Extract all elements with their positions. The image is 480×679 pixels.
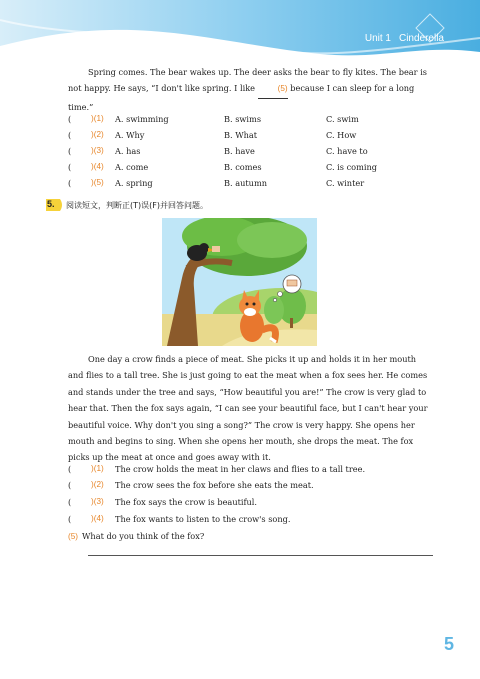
- passage-text-2: because I can sleep for a long time.”: [68, 83, 415, 112]
- answer-paren[interactable]: (: [68, 514, 72, 524]
- header-banner: [0, 0, 480, 62]
- option-a: A. come: [115, 162, 149, 172]
- crow-and-fox-illustration: [162, 218, 317, 346]
- unit-label: [365, 33, 444, 44]
- option-c: C. is coming: [326, 162, 378, 172]
- option-c: C. have to: [326, 146, 368, 156]
- choice-row: [68, 146, 434, 160]
- tf-row: [68, 514, 438, 528]
- statement-text: The crow holds the meat in her claws and flies to a tall tree.: [115, 464, 366, 474]
- answer-paren[interactable]: (: [68, 480, 72, 490]
- question-number: )(1): [91, 114, 104, 123]
- choice-row: [68, 178, 434, 192]
- option-a: A. swimming: [115, 114, 169, 124]
- question-number: )(3): [91, 146, 104, 155]
- option-a: A. Why: [115, 130, 145, 140]
- unit-title: Cinderella: [398, 33, 444, 44]
- passage-spring: [68, 64, 434, 115]
- choice-row: [68, 162, 434, 176]
- open-question: [68, 531, 204, 541]
- section-instruction: 阅读短文，判断正(T)误(F)并回答问题。: [66, 201, 208, 210]
- tf-row: [68, 480, 438, 494]
- option-b: B. have: [224, 146, 255, 156]
- answer-paren[interactable]: (: [68, 178, 72, 188]
- answer-paren[interactable]: (: [68, 130, 72, 140]
- statement-text: The fox wants to listen to the crow's song.: [115, 514, 291, 524]
- answer-line[interactable]: [88, 555, 433, 556]
- statement-text: The crow sees the fox before she eats the meat.: [115, 480, 314, 490]
- answer-paren[interactable]: (: [68, 497, 72, 507]
- tf-row: [68, 464, 438, 478]
- page-number: 5: [443, 634, 454, 654]
- question-number: )(2): [91, 130, 104, 139]
- answer-paren[interactable]: (: [68, 146, 72, 156]
- option-b: B. swims: [224, 114, 262, 124]
- tf-row: [68, 497, 438, 511]
- unit-number: Unit 1: [364, 33, 391, 44]
- answer-paren[interactable]: (: [68, 464, 72, 474]
- question-number: (5): [68, 532, 79, 541]
- question-number: )(4): [91, 162, 104, 171]
- option-a: A. has: [115, 146, 141, 156]
- section-number: 5.: [47, 199, 55, 209]
- option-b: B. autumn: [224, 178, 267, 188]
- question-number: )(5): [91, 178, 104, 187]
- choice-row: [68, 130, 434, 144]
- option-b: B. What: [224, 130, 258, 140]
- option-b: B. comes: [224, 162, 262, 172]
- statement-text: The fox says the crow is beautiful.: [115, 497, 258, 507]
- question-number: )(2): [91, 480, 104, 489]
- blank-5[interactable]: (5): [258, 81, 288, 98]
- option-c: C. swim: [326, 114, 359, 124]
- question-number: )(4): [91, 514, 104, 523]
- question-text: What do you think of the fox?: [82, 531, 205, 541]
- passage-text-1: Spring comes. The bear wakes up. The deer asks the bear to fly kites. The bear is not happy. He says, “I don't like spring. I like: [68, 67, 428, 94]
- question-number: )(3): [91, 497, 104, 506]
- answer-paren[interactable]: (: [68, 162, 72, 172]
- header-wave-graphic: [0, 0, 480, 62]
- option-c: C. How: [326, 130, 357, 140]
- question-number: )(1): [91, 464, 104, 473]
- option-a: A. spring: [115, 178, 153, 188]
- option-c: C. winter: [326, 178, 365, 188]
- choice-row: [68, 114, 434, 128]
- story-paragraph: One day a crow finds a piece of meat. She picks it up and holds it in her mouth and flies to a tall tree. She is just going to eat the meat when a fox sees her. He comes and stands under the tree and says, “How beautiful you are!” The crow is very glad to hear that. Then the fox says again, “I can see your beautiful face, but I can't hear your beautiful voice. Why don't you sing a song?” The crow is very happy. She opens her mouth and begins to sing. When she opens her mouth, she drops the meat. The fox picks up the meat at once and goes away with it.: [68, 354, 428, 463]
- answer-paren[interactable]: (: [68, 114, 72, 124]
